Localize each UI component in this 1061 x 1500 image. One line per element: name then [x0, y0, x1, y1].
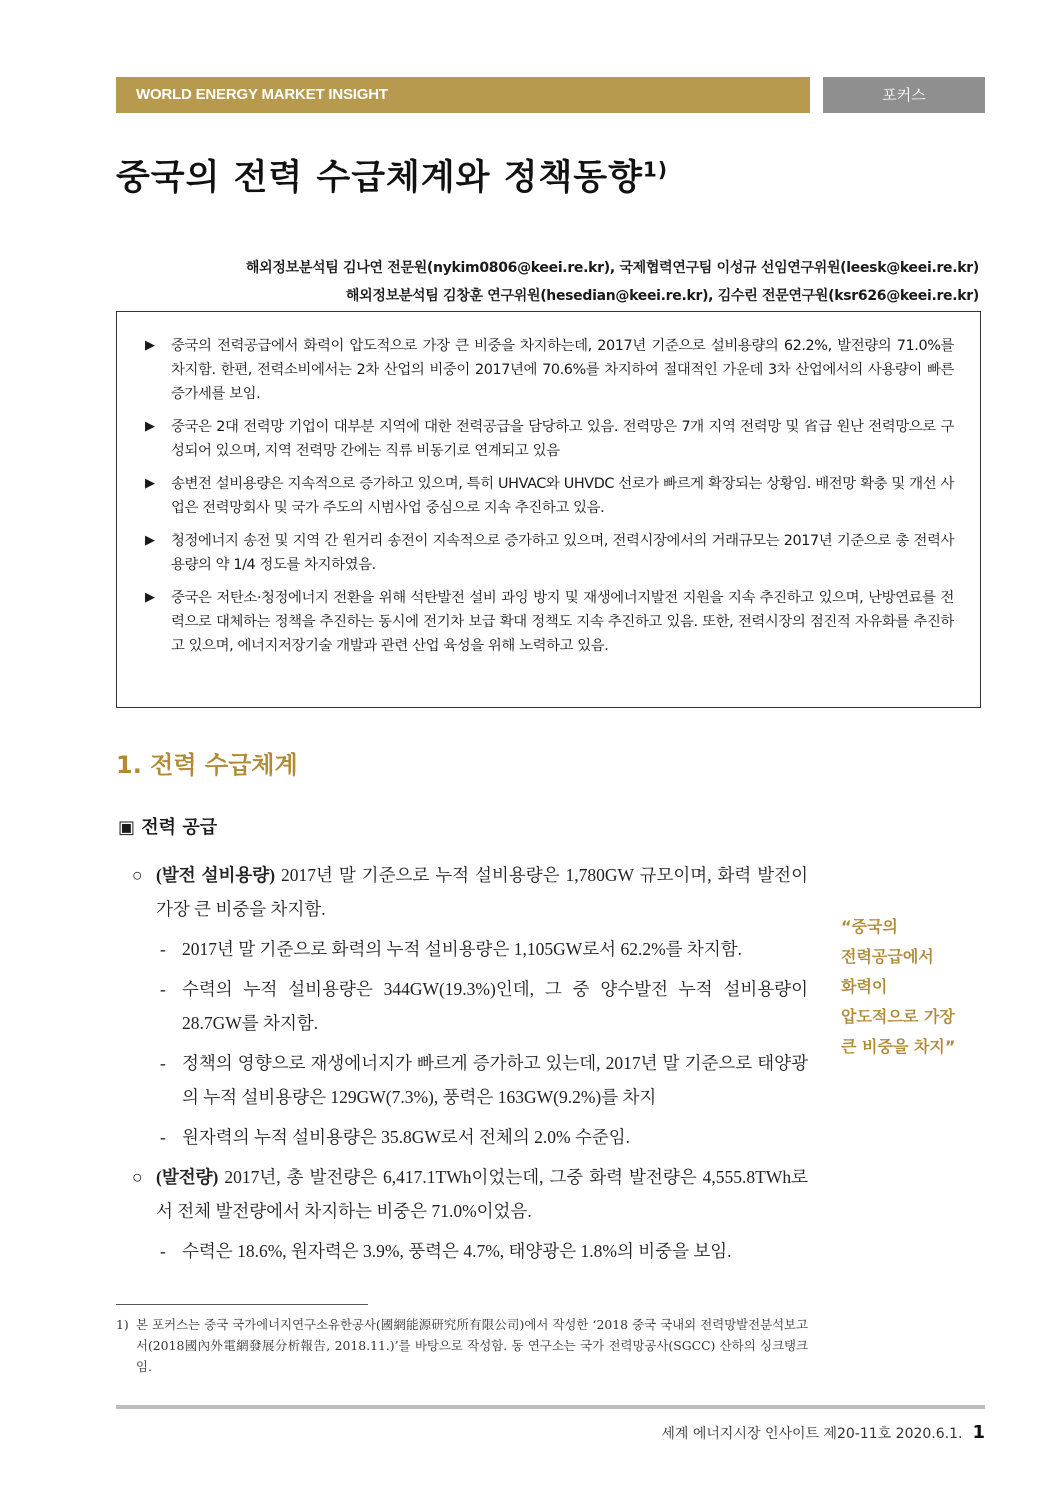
sub-item-text: 수력의 누적 설비용량은 344GW(19.3%)인데, 그 중 양수발전 누적 설비용량이 28.7GW를 차지함. [182, 979, 808, 1033]
paragraph-label: (발전 설비용량) [156, 865, 276, 885]
sub-item-text: 수력은 18.6%, 원자력은 3.9%, 풍력은 4.7%, 태양광은 1.8%의 비중을 보임. [182, 1241, 732, 1261]
paragraph-text: 2017년, 총 발전량은 6,417.1TWh이었는데, 그중 화력 발전량은 4,555.8TWh로서 전체 발전량에서 차지하는 비중은 71.0%이었음. [156, 1167, 808, 1221]
pull-quote-line: 큰 비중을 차지” [841, 1037, 956, 1056]
authors-line-1: 해외정보분석팀 김나연 전문원(nykim0806@keei.re.kr), 국제협력연구팀 이성규 선임연구위원(leesk@keei.re.kr) [245, 260, 979, 276]
pull-quote-line: “중국의 [841, 917, 898, 936]
footnote [116, 1314, 808, 1377]
summary-item [145, 415, 954, 463]
header-section-label: 포커스 [823, 77, 985, 113]
summary-item [145, 586, 954, 658]
pull-quote [841, 912, 981, 1062]
summary-item [145, 334, 954, 406]
summary-item [145, 529, 954, 577]
summary-item-text: 청정에너지 송전 및 지역 간 원거리 송전이 지속적으로 증가하고 있으며, 전력시장에서의 거래규모는 2017년 기준으로 총 전력사용량의 약 1/4 정도를 차지하였음. [171, 533, 954, 573]
sub-item-text: 정책의 영향으로 재생에너지가 빠르게 증가하고 있는데, 2017년 말 기준으로 태양광의 누적 설비용량은 129GW(7.3%), 풍력은 163GW(9.2%)를 차지 [182, 1053, 808, 1107]
authors-line-2: 해외정보분석팀 김창훈 연구위원(hesedian@keei.re.kr), 김수린 전문연구원(ksr626@keei.re.kr) [345, 288, 979, 304]
summary-item-text: 중국은 저탄소·청정에너지 전환을 위해 석탄발전 설비 과잉 방지 및 재생에너지발전 지원을 지속 추진하고 있으며, 난방연료를 전력으로 대체하는 정책을 추진하는 동시에 전기차 보급 확대 정책도 지속 추진하고 있음. 또한, 전력시장의 점진적 자유화를 추진하고 있으며, 에너지저장기술 개발과 관련 산업 육성을 위해 노력하고 있음. [171, 590, 954, 654]
footer-publication: 세계 에너지시장 인사이트 제20-11호 2020.6.1. [661, 1426, 963, 1442]
pull-quote-line: 전력공급에서 [841, 947, 934, 966]
body-text [132, 858, 808, 1274]
paragraph-label: (발전량) [156, 1167, 219, 1187]
bullet-arrow-icon: ▶ [145, 590, 155, 605]
summary-box [116, 311, 981, 708]
subsection-heading: ▣ 전력 공급 [118, 817, 218, 838]
sub-item [132, 1234, 808, 1268]
footnote-divider [116, 1304, 368, 1305]
page-title [116, 150, 668, 200]
sub-item [132, 1046, 808, 1114]
title-text: 중국의 전력 수급체계와 정책동향 [116, 158, 643, 198]
footer-divider [116, 1405, 985, 1409]
title-footnote-mark: 1) [642, 157, 668, 182]
sub-item [132, 1120, 808, 1154]
header-series-label: WORLD ENERGY MARKET INSIGHT [116, 77, 810, 113]
footnote-text: 본 포커스는 중국 국가에너지연구소유한공사(國網能源研究所有限公司)에서 작성한 ‘2018 중국 국내외 전력망발전분석보고서(2018國內外電網發展分析報告, 2018.11.)’를 바탕으로 작성함. 동 연구소는 국가 전력망공사(SGCC) 산하의 싱크탱크임. [136, 1317, 808, 1374]
dash-bullet: - [160, 939, 166, 959]
summary-item-text: 송변전 설비용량은 지속적으로 증가하고 있으며, 특히 UHVAC와 UHVDC 선로가 빠르게 확장되는 상황임. 배전망 확충 및 개선 사업은 전력망회사 및 국가 주도의 시범사업 중심으로 지속 추진하고 있음. [171, 476, 954, 516]
bullet-arrow-icon: ▶ [145, 338, 155, 353]
footnote-number: 1) [116, 1317, 129, 1332]
paragraph-generation [132, 1160, 808, 1228]
dash-bullet: - [160, 979, 166, 999]
sub-item-text: 원자력의 누적 설비용량은 35.8GW로서 전체의 2.0% 수준임. [182, 1127, 631, 1147]
page-footer [661, 1422, 985, 1443]
pull-quote-line: 압도적으로 가장 [841, 1007, 955, 1026]
paragraph-capacity [132, 858, 808, 926]
dash-bullet: - [160, 1127, 166, 1147]
authors-block [246, 254, 979, 310]
page-number: 1 [972, 1422, 985, 1443]
sub-item-text: 2017년 말 기준으로 화력의 누적 설비용량은 1,105GW로서 62.2%를 차지함. [182, 939, 743, 959]
bullet-arrow-icon: ▶ [145, 476, 155, 491]
sub-item [132, 972, 808, 1040]
section-heading: 1. 전력 수급체계 [116, 751, 298, 779]
dash-bullet: - [160, 1053, 166, 1073]
dash-bullet: - [160, 1241, 166, 1261]
summary-item-text: 중국의 전력공급에서 화력이 압도적으로 가장 큰 비중을 차지하는데, 2017년 기준으로 설비용량의 62.2%, 발전량의 71.0%를 차지함. 한편, 전력소비에서는 2차 산업의 비중이 2017년에 70.6%를 차지하여 절대적인 가운데 3차 산업에서의 사용량이 빠른 증가세를 보임. [171, 338, 954, 402]
bullet-arrow-icon: ▶ [145, 533, 155, 548]
paragraph-text: 2017년 말 기준으로 누적 설비용량은 1,780GW 규모이며, 화력 발전이 가장 큰 비중을 차지함. [156, 865, 808, 919]
circle-bullet-icon: ○ [132, 865, 143, 885]
pull-quote-line: 화력이 [841, 977, 888, 996]
circle-bullet-icon: ○ [132, 1167, 143, 1187]
summary-item [145, 472, 954, 520]
bullet-arrow-icon: ▶ [145, 419, 155, 434]
summary-item-text: 중국은 2대 전력망 기업이 대부분 지역에 대한 전력공급을 담당하고 있음. 전력망은 7개 지역 전력망 및 省급 원난 전력망으로 구성되어 있으며, 지역 전력망 간에는 직류 비동기로 연계되고 있음 [171, 419, 954, 459]
sub-item [132, 932, 808, 966]
